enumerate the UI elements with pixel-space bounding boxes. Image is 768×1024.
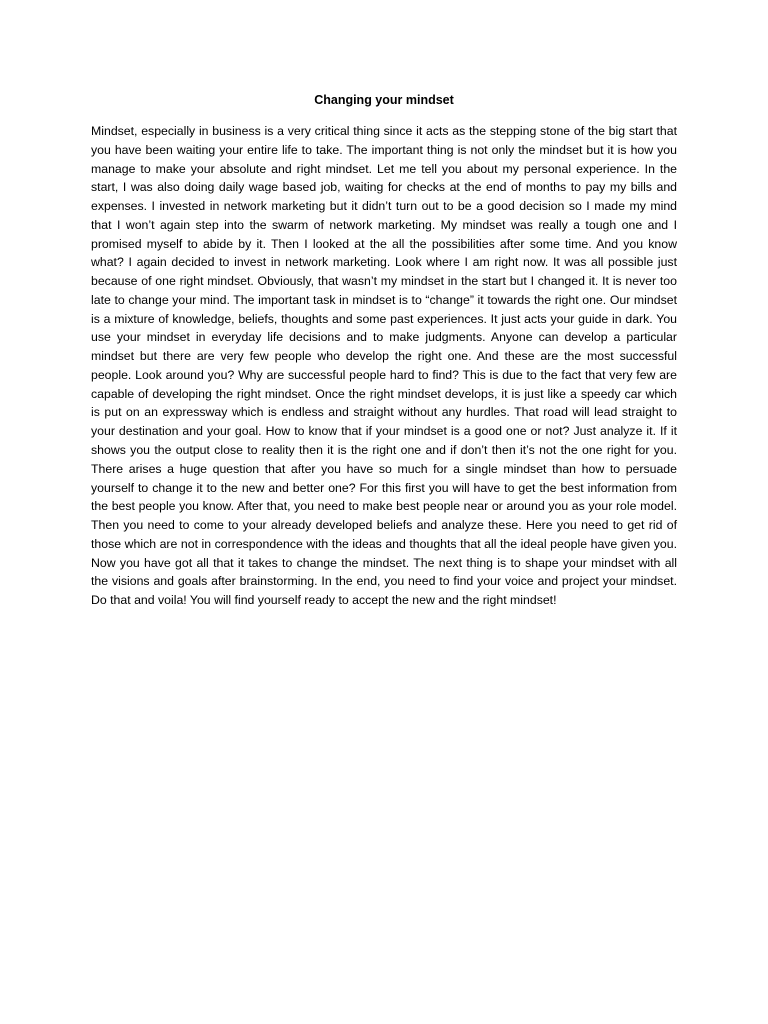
document-body-paragraph: Mindset, especially in business is a very critical thing since it acts as the stepping stone of the big start that you have been waiting your entire life to take. The important thing is not only the mindset but it is how you manage to make your absolute and right mindset. Let me tell you about my personal experience. In the start, I was also doing daily wage based job, waiting for checks at the end of months to pay my bills and expenses. I invested in network marketing but it didn’t turn out to be a good decision so I made my mind that I won’t again step into the swarm of network marketing. My mindset was really a tough one and I promised myself to abide by it. Then I looked at the all the possibilities after some time. And you know what? I again decided to invest in network marketing. Look where I am right now. It was all possible just because of one right mindset. Obviously, that wasn’t my mindset in the start but I changed it. It is never too late to change your mind. The important task in mindset is to “change” it towards the right one. Our mindset is a mixture of knowledge, beliefs, thoughts and some past experiences. It just acts your guide in dark. You use your mindset in everyday life decisions and to make judgments. Anyone can develop a particular mindset but there are very few people who develop the right one. And these are the most successful people. Look around you? Why are successful people hard to find? This is due to the fact that very few are capable of developing the right mindset. Once the right mindset develops, it is just like a speedy car which is put on an expressway which is endless and straight without any hurdles. That road will lead straight to your destination and your goal. How to know that if your mindset is a good one or not? Just analyze it. If it shows you the output close to reality then it is the right one and if don’t then it’s not the one right for you. There arises a huge question that after you have so much for a single mindset than how to persuade yourself to change it to the new and better one? For this first you will have to get the best information from the best people you know. After that, you need to make best people near or around you as your role model. Then you need to come to your already developed beliefs and analyze these. Here you need to get rid of those which are not in correspondence with the ideas and thoughts that all the ideal people have given you. Now you have got all that it takes to change the mindset. The next thing is to shape your mindset with all the visions and goals after brainstorming. In the end, you need to find your voice and project your mindset. Do that and voila! You will find yourself ready to accept the new and the right mindset! — [91, 124, 677, 608]
document-title: Changing your mindset — [314, 93, 454, 107]
